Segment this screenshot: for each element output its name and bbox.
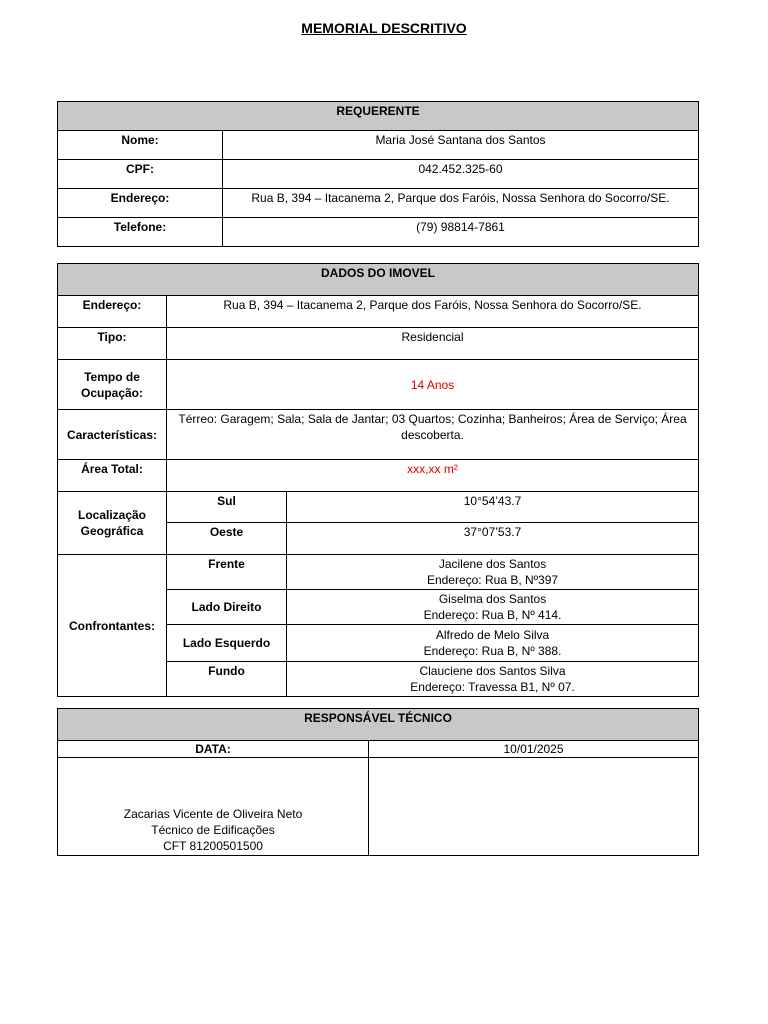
- endereco-value: Rua B, 394 – Itacanema 2, Parque dos Faróis, Nossa Senhora do Socorro/SE.: [223, 189, 699, 218]
- caracteristicas-label: Características:: [58, 410, 167, 460]
- tempo-value: 14 Anos: [167, 360, 699, 410]
- confrontante-name: Giselma dos Santos: [438, 592, 547, 606]
- confrontantes-label: Confrontantes:: [58, 555, 167, 697]
- localizacao-label-line-2: Geográfica: [80, 524, 144, 538]
- imovel-table: [57, 263, 699, 697]
- tempo-label: [58, 360, 167, 410]
- tipo-label: Tipo:: [58, 328, 167, 360]
- caracteristicas-value: Térreo: Garagem; Sala; Sala de Jantar; 03 Quartos; Cozinha; Banheiros; Área de Serviço; Área descoberta.: [167, 410, 699, 460]
- responsavel-table: [57, 708, 699, 856]
- nome-value: Maria José Santana dos Santos: [223, 131, 699, 160]
- responsavel-signature-block: [58, 758, 369, 856]
- signature-area: [369, 758, 699, 856]
- sul-value: 10°54’43.7: [287, 492, 699, 523]
- confrontante-address: Endereço: Travessa B1, Nº 07.: [410, 680, 575, 694]
- imovel-endereco-value: Rua B, 394 – Itacanema 2, Parque dos Faróis, Nossa Senhora do Socorro/SE.: [167, 296, 699, 328]
- data-value: 10/01/2025: [369, 741, 699, 758]
- confrontante-value: [287, 662, 699, 697]
- imovel-header: DADOS DO IMOVEL: [58, 264, 699, 296]
- tipo-value: Residencial: [167, 328, 699, 360]
- confrontante-name: Clauciene dos Santos Silva: [419, 664, 566, 678]
- localizacao-label: [58, 492, 167, 555]
- confrontante-value: [287, 625, 699, 662]
- confrontante-name: Jacilene dos Santos: [438, 557, 547, 571]
- responsavel-header: RESPONSÁVEL TÉCNICO: [58, 709, 699, 741]
- confrontante-address: Endereço: Rua B, Nº 388.: [423, 644, 562, 658]
- requerente-table: [57, 101, 699, 247]
- confrontante-side: Frente: [167, 555, 287, 590]
- data-label: DATA:: [58, 741, 369, 758]
- telefone-value: (79) 98814-7861: [223, 218, 699, 247]
- tempo-label-line-1: Tempo de: [84, 369, 140, 384]
- localizacao-label-line-1: Localização: [77, 508, 147, 522]
- confrontante-name: Alfredo de Melo Silva: [435, 628, 550, 642]
- responsavel-cft: CFT 81200501500: [163, 839, 263, 853]
- confrontante-address: Endereço: Rua B, Nº 414.: [423, 608, 562, 622]
- responsavel-role: Técnico de Edificações: [151, 823, 275, 837]
- endereco-label: Endereço:: [58, 189, 223, 218]
- cpf-value: 042.452.325-60: [223, 160, 699, 189]
- confrontante-side: Lado Esquerdo: [167, 625, 287, 662]
- confrontante-side: Lado Direito: [167, 590, 287, 625]
- confrontante-value: [287, 590, 699, 625]
- sul-label: Sul: [167, 492, 287, 523]
- tempo-label-line-2: Ocupação:: [80, 385, 143, 400]
- imovel-endereco-label: Endereço:: [58, 296, 167, 328]
- oeste-label: Oeste: [167, 523, 287, 555]
- responsavel-name: Zacarias Vicente de Oliveira Neto: [123, 807, 303, 821]
- confrontante-address: Endereço: Rua B, Nº397: [426, 573, 559, 587]
- confrontante-side: Fundo: [167, 662, 287, 697]
- oeste-value: 37°07’53.7: [287, 523, 699, 555]
- confrontante-value: [287, 555, 699, 590]
- nome-label: Nome:: [58, 131, 223, 160]
- cpf-label: CPF:: [58, 160, 223, 189]
- area-value: xxx,xx m²: [167, 460, 699, 492]
- requerente-header: REQUERENTE: [58, 102, 699, 131]
- area-label: Área Total:: [58, 460, 167, 492]
- telefone-label: Telefone:: [58, 218, 223, 247]
- page-title: MEMORIAL DESCRITIVO: [301, 20, 467, 36]
